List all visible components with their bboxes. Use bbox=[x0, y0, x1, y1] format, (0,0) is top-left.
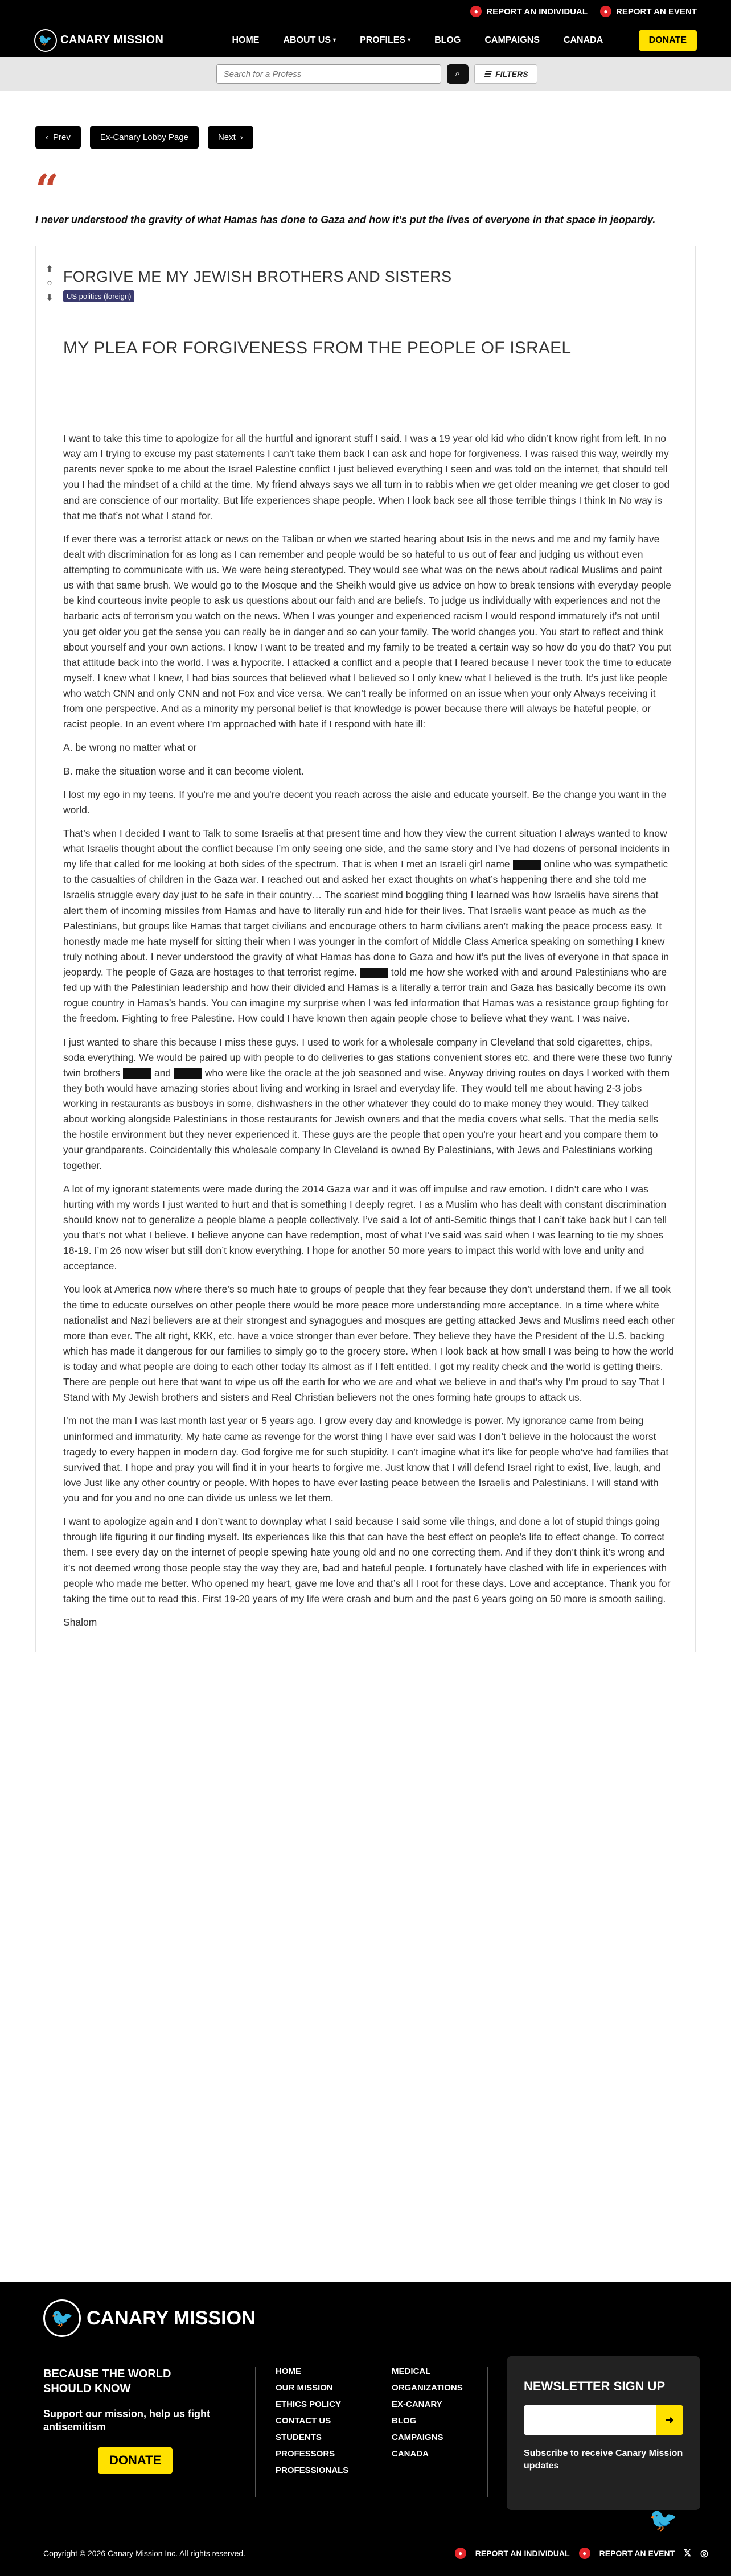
nav-about-us-label: ABOUT US bbox=[283, 35, 331, 45]
top-bar bbox=[0, 0, 731, 23]
footer-link-campaigns[interactable]: CAMPAIGNS bbox=[392, 2433, 443, 2442]
footer-report-event-link[interactable]: REPORT AN EVENT bbox=[599, 2549, 675, 2558]
paragraph: I lost my ego in my teens. If you’re me and you’re decent you reach across the aisle and educate yourself. Be the change you want in the world. bbox=[63, 788, 667, 816]
canary-bird-icon: 🐦 bbox=[43, 2299, 81, 2337]
report-individual-label: REPORT AN INDIVIDUAL bbox=[486, 6, 588, 17]
chevron-down-icon: ▾ bbox=[408, 37, 411, 43]
nav-campaigns-label: CAMPAIGNS bbox=[484, 35, 540, 45]
instagram-icon[interactable]: ◎ bbox=[700, 2549, 708, 2558]
paragraph: You look at America now where there’s so much hate to groups of people that they fear because they don’t understand them. If we all took the time to educate ourselves on other people there would be more peace more understanding more acceptance. In a time where white nationalist and Nazi believers are at their strongest and synagogues and mosques are getting attacked Jews and Muslims need each other more than ever. The alt right, KKK, etc. have a voice stronger than ever before. They believe they have the President of the U.S. backing which has made it dangerous for our families to simply go to the grocery store. When I look back at how small I was being to how the world is today and what people are doing to each other today Its almost as if I felt entitled. I got my reality check and the world is getting theirs. There are people out here that want to wipe us off the earth for who we are and what we believe in and that’s why I’m proud to say That I Stand with My Jewish brothers and sisters and Real Christian believers not the ones forming hate groups to attack us. bbox=[63, 1283, 675, 1404]
site-footer bbox=[0, 2282, 731, 2576]
paragraph-text: and bbox=[154, 1067, 171, 1079]
chevron-right-icon: › bbox=[240, 133, 243, 142]
redaction-block bbox=[360, 968, 388, 978]
arrow-right-icon: ➜ bbox=[665, 2414, 674, 2426]
paragraph bbox=[63, 1035, 675, 1174]
footer-link-ex-canary[interactable]: EX-CANARY bbox=[392, 2400, 442, 2409]
newsletter-title: NEWSLETTER SIGN UP bbox=[524, 2379, 666, 2393]
nav-profiles-label: PROFILES bbox=[360, 35, 406, 45]
search-bar bbox=[0, 57, 731, 91]
report-event-label: REPORT AN EVENT bbox=[616, 6, 697, 17]
paragraph bbox=[63, 826, 675, 1027]
post-heading: MY PLEA FOR FORGIVENESS FROM THE PEOPLE OF ISRAEL bbox=[63, 339, 572, 357]
paragraph: If ever there was a terrorist attack or news on the Taliban or when we started hearing about Isis in the news and me and my family have dealt with discrimination for as long as I can remember and people would be so hateful to us out of fear and judging us without even attempting to communicate with us. We were being stereotyped. They would see what was on the news about radical Muslims and paint us with that same brush. We would go to the Mosque and the Sheikh would give us advice on how to break tensions with everyday people be kind courteous invite people to ask us questions about our faith and are beliefs. To judge us individually with experiences and not the barbaric acts of terrorism you watch on the news. When I was younger and experienced racism I would respond immaturely it’s not until you get older you get the sense you can really be in danger and so can your family. The world changes you. You start to reflect and think about yourself and your own actions. I know I want to be treated and my family to be treated a certain way so how do you do that? You put that attitude back into the world. I was a hypocrite. I attacked a conflict and a people that I feared because I never took the time to educate myself. I knew what I knew, I had bias sources that believed what I believed so I only knew what I believed is the truth. It’s just like people who watch CNN and only CNN and not Fox and vice versa. We can’t really be informed on an issue when your only Always receiving it from one perspective. And as a minority my personal belief is that knowledge is power because there will always be hateful people, or racist people. In an event where I’m approached with hate if I respond with hate ill: bbox=[63, 533, 672, 730]
footer-logo-text: CANARY MISSION bbox=[87, 2307, 256, 2329]
footer-link-medical[interactable]: MEDICAL bbox=[392, 2367, 431, 2376]
quote-icon: “ bbox=[35, 165, 59, 213]
pager bbox=[0, 126, 731, 149]
prev-button[interactable] bbox=[35, 126, 81, 149]
footer-bottom-links bbox=[455, 2548, 708, 2559]
footer-link-ethics-policy[interactable]: ETHICS POLICY bbox=[276, 2400, 342, 2409]
nav-blog-label: BLOG bbox=[434, 35, 461, 45]
post-card bbox=[35, 246, 696, 1652]
paragraph-text: who were like the oracle at the job seasoned and wise. Anyway driving routes on days I worked with them they both would have amazing stories about living and working in Israel and everyday life. They would tell me about having 2-3 jobs working in restaurants as busboys in some, dishwashers in the other whatever they could do to make money they would. They talked about working alongside Palestinians in those restaurants for Jewish owners and that the media covers what sells. That the media sells the hostile environment but they never experienced it. These guys are the people that open you’re your heart and you compare them to your grandparents. Coincidentally this wholesale company In Cleveland is owned By Palestinians, with Jews and Palestinians working together. bbox=[63, 1067, 670, 1171]
score-dot-icon: ○ bbox=[47, 278, 52, 288]
person-icon: ● bbox=[470, 6, 482, 17]
pull-quote: I never understood the gravity of what Hamas has done to Gaza and how it’s put the lives of everyone in that space in jeopardy. bbox=[35, 214, 656, 225]
footer-support-text: Support our mission, help us fight antisemitism bbox=[43, 2408, 210, 2433]
nav-profiles[interactable] bbox=[360, 35, 410, 46]
filters-button[interactable] bbox=[474, 64, 538, 84]
chevron-down-icon: ▾ bbox=[333, 37, 336, 43]
footer-link-our-mission[interactable]: OUR MISSION bbox=[276, 2383, 333, 2393]
person-icon: ● bbox=[455, 2548, 466, 2559]
footer-link-professors[interactable]: PROFESSORS bbox=[276, 2449, 335, 2459]
donate-button[interactable]: DONATE bbox=[639, 30, 697, 51]
pin-icon: ● bbox=[579, 2548, 590, 2559]
search-input[interactable] bbox=[216, 64, 441, 84]
divider bbox=[487, 2367, 488, 2497]
paragraph-text: told me how she worked with and around Palestinians who are fed up with the Palestinian leadership and how their divided and Hamas is a literally a terror train and Gaza has basically become its own rogue country in Hamas’s hands. You can imagine my surprise when I was fed information that Hamas was a resistance group fighting for the freedom. Fighting to free Palestine. How could I have known then again people chose to believe what they want. I was naive. bbox=[63, 966, 668, 1024]
paragraph: B. make the situation worse and it can become violent. bbox=[63, 765, 305, 777]
upvote-icon[interactable]: ⬆ bbox=[46, 265, 54, 274]
footer-logo[interactable] bbox=[43, 2299, 256, 2337]
nav-canada-label: CANADA bbox=[563, 35, 603, 45]
nav-home[interactable] bbox=[232, 35, 259, 46]
x-twitter-icon[interactable]: 𝕏 bbox=[684, 2549, 692, 2558]
pin-icon: ● bbox=[600, 6, 611, 17]
next-button[interactable] bbox=[208, 126, 253, 149]
next-label: Next bbox=[217, 133, 236, 142]
footer-report-individual-link[interactable]: REPORT AN INDIVIDUAL bbox=[475, 2549, 570, 2558]
paragraph: I want to take this time to apologize for all the hurtful and ignorant stuff I said. I was a 19 year old kid who didn’t know right from left. In no way am I trying to excuse my past statements I can’t take them back I can ask and hope for forgiveness. I was raised this way, weirdly my parents never spoke to me about the Israel Palestine conflict I just believed everything I seen and was told on the internet, that should tell you I had the mindset of a child at the time. My friend always says we all turn in to rabbis when we get older meaning we get closer to god and are conscience of our mortality. But life experiences shape people. When I look back see all those terrible things I think In No way is that me that’s not what I stand for. bbox=[63, 433, 670, 521]
paragraph: I want to apologize again and I don’t want to downplay what I said because I said some vile things, and done a lot of stupid things going through life figuring it our finding myself. Its experiences like this that can have the best effect on people’s life to effect change. To correct them. I see every day on the internet of people spewing hate young old and no one correcting them. And if they don’t think it’s wrong and it’s not deemed wrong those people stay the way they are, bad and hateful people. I fortunately have clashed with life in experiences with people who made me better. Who opened my heart, gave me love and that’s all I root for these days. Love and acceptance. Thank you for taking the time out to read this. First 19-20 years of my life were crash and burn and the past 6 years going on 50 more is smooth sailing. bbox=[63, 1516, 671, 1604]
search-icon: ⌕ bbox=[455, 69, 461, 79]
filters-label: FILTERS bbox=[495, 69, 528, 79]
copyright: Copyright © 2026 Canary Mission Inc. All rights reserved. bbox=[43, 2549, 246, 2558]
nav-home-label: HOME bbox=[232, 35, 260, 45]
vote-controls bbox=[44, 258, 55, 1638]
footer-link-home[interactable]: HOME bbox=[276, 2367, 301, 2376]
redaction-block bbox=[123, 1068, 151, 1079]
ex-canary-lobby-button[interactable]: Ex-Canary Lobby Page bbox=[90, 126, 199, 149]
paragraph-text: That’s when I decided I want to Talk to some Israelis at that present time and how they view the current situation I always wanted to know what Israelis thought about the conflict because I’m only seeing one side, and the same story and I’ve had dozens of personal incidents in my life that called for me looking at both sides of the spectrum. That is when I met an Israeli girl name bbox=[63, 827, 670, 870]
paragraph-text: I just wanted to share this because I miss these guys. I used to work for a wholesale company in Cleveland that sold cigarettes, chips, soda everything. We would be paired up with people to do deliveries to gas stations convenient stores etc. and there were these two funny twin brothers bbox=[63, 1036, 672, 1079]
redaction-block bbox=[513, 860, 541, 870]
newsletter-submit-button[interactable] bbox=[656, 2405, 683, 2435]
topic-tag[interactable]: US politics (foreign) bbox=[63, 290, 134, 302]
report-event-link[interactable] bbox=[600, 6, 697, 17]
redaction-block bbox=[174, 1068, 202, 1079]
paragraph: A lot of my ignorant statements were made during the 2014 Gaza war and it was off impulse and raw emotion. I didn’t care who I was hurting with my words I just wanted to hurt and that is something I deeply regret. I as a Muslim who has dealt with constant discrimination should know not to generalize a people blame a people collectively. I’ve said a lot of anti-Semitic things that I can’t take back but I can tell you that’s not what I believe. I believe anyone can have redemption, most of what I’ve said was said when I was learning to tie my shoes 18-19. I’m 26 now wiser but still don’t know everything. I hope for another 50 more years to impact this world with love and unity and acceptance. bbox=[63, 1183, 667, 1272]
filter-list-icon: ☰ bbox=[483, 69, 491, 79]
footer-link-professionals[interactable]: PROFESSIONALS bbox=[276, 2466, 349, 2475]
main-nav bbox=[0, 23, 731, 57]
logo-text: CANARY MISSION bbox=[60, 34, 164, 46]
nav-campaigns[interactable] bbox=[484, 35, 540, 46]
paragraph: Shalom bbox=[63, 1616, 97, 1628]
paragraph-text: online who was sympathetic to the casualties of children in the Gaza war. I reached out and asked her exact thoughts on what’s happening there and she told me Israelis struggle every day just to be safe in their country… The scariest mind boggling thing I learned was how Israelis have sirens that alert them of incoming missiles from Hamas and have to literally run and hide for their lives. That Israelis want peace as much as the Palestinians, but groups like Hamas that target civilians and encourage others to harm civilians aren’t making the peace process easy. It honestly made me hate myself for sitting their when I was younger in the comfort of Middle Class America speaking on something I knew truly nothing about. I never understood the gravity of what Hamas has done to Gaza and how it’s put the lives of everyone in that space in jeopardy. The people of Gaza are hostages to that terrorist regime. bbox=[63, 858, 669, 978]
chevron-left-icon: ‹ bbox=[46, 133, 48, 142]
paragraph: I’m not the man I was last month last year or 5 years ago. I grow every day and knowledge is power. My ignorance came from being uninformed and immaturity. My hate came as revenge for the worst thing I have ever said was I don’t believe in the holocaust the worst tragedy to every happen in modern day. God forgive me for such stupidity. I can’t imagine what it’s like for people who’ve had families that survived that. I hope and pray you will find it in your hearts to forgive me. Just know that I will defend Israel right to exist, live, laugh, and love Just like any other country or people. With hopes to have ever lasting peace between the Israelis and Palestinians. I will stand with you and for you and no one can divide us unless we let them. bbox=[63, 1415, 669, 1504]
nav-canada[interactable] bbox=[564, 35, 603, 46]
downvote-icon[interactable]: ⬇ bbox=[46, 293, 54, 303]
footer-link-students[interactable]: STUDENTS bbox=[276, 2433, 322, 2442]
newsletter-email-input[interactable] bbox=[524, 2405, 656, 2435]
post-body bbox=[63, 431, 675, 1630]
newsletter-panel bbox=[507, 2356, 700, 2510]
footer-links-col-1 bbox=[276, 2367, 348, 2475]
footer-donate-button[interactable]: DONATE bbox=[98, 2447, 173, 2474]
nav-blog[interactable] bbox=[434, 35, 461, 46]
divider bbox=[255, 2367, 256, 2497]
canary-bird-icon: 🐦 bbox=[649, 2508, 677, 2533]
footer-link-canada[interactable]: CANADA bbox=[392, 2449, 429, 2459]
footer-tagline: BECAUSE THE WORLD SHOULD KNOW bbox=[43, 2368, 171, 2395]
site-logo[interactable] bbox=[34, 29, 163, 52]
post-title: FORGIVE ME MY JEWISH BROTHERS AND SISTERS bbox=[63, 268, 452, 285]
search-button[interactable] bbox=[447, 64, 469, 84]
footer-link-contact-us[interactable]: CONTACT US bbox=[276, 2416, 331, 2426]
report-individual-link[interactable] bbox=[470, 6, 588, 17]
footer-links-col-2 bbox=[392, 2367, 463, 2459]
newsletter-note: Subscribe to receive Canary Mission updates bbox=[524, 2449, 683, 2471]
footer-link-blog[interactable]: BLOG bbox=[392, 2416, 417, 2426]
canary-bird-icon: 🐦 bbox=[34, 29, 57, 52]
nav-about-us[interactable] bbox=[283, 35, 336, 46]
prev-label: Prev bbox=[53, 133, 71, 142]
paragraph: A. be wrong no matter what or bbox=[63, 742, 197, 754]
footer-link-organizations[interactable]: ORGANIZATIONS bbox=[392, 2383, 463, 2393]
